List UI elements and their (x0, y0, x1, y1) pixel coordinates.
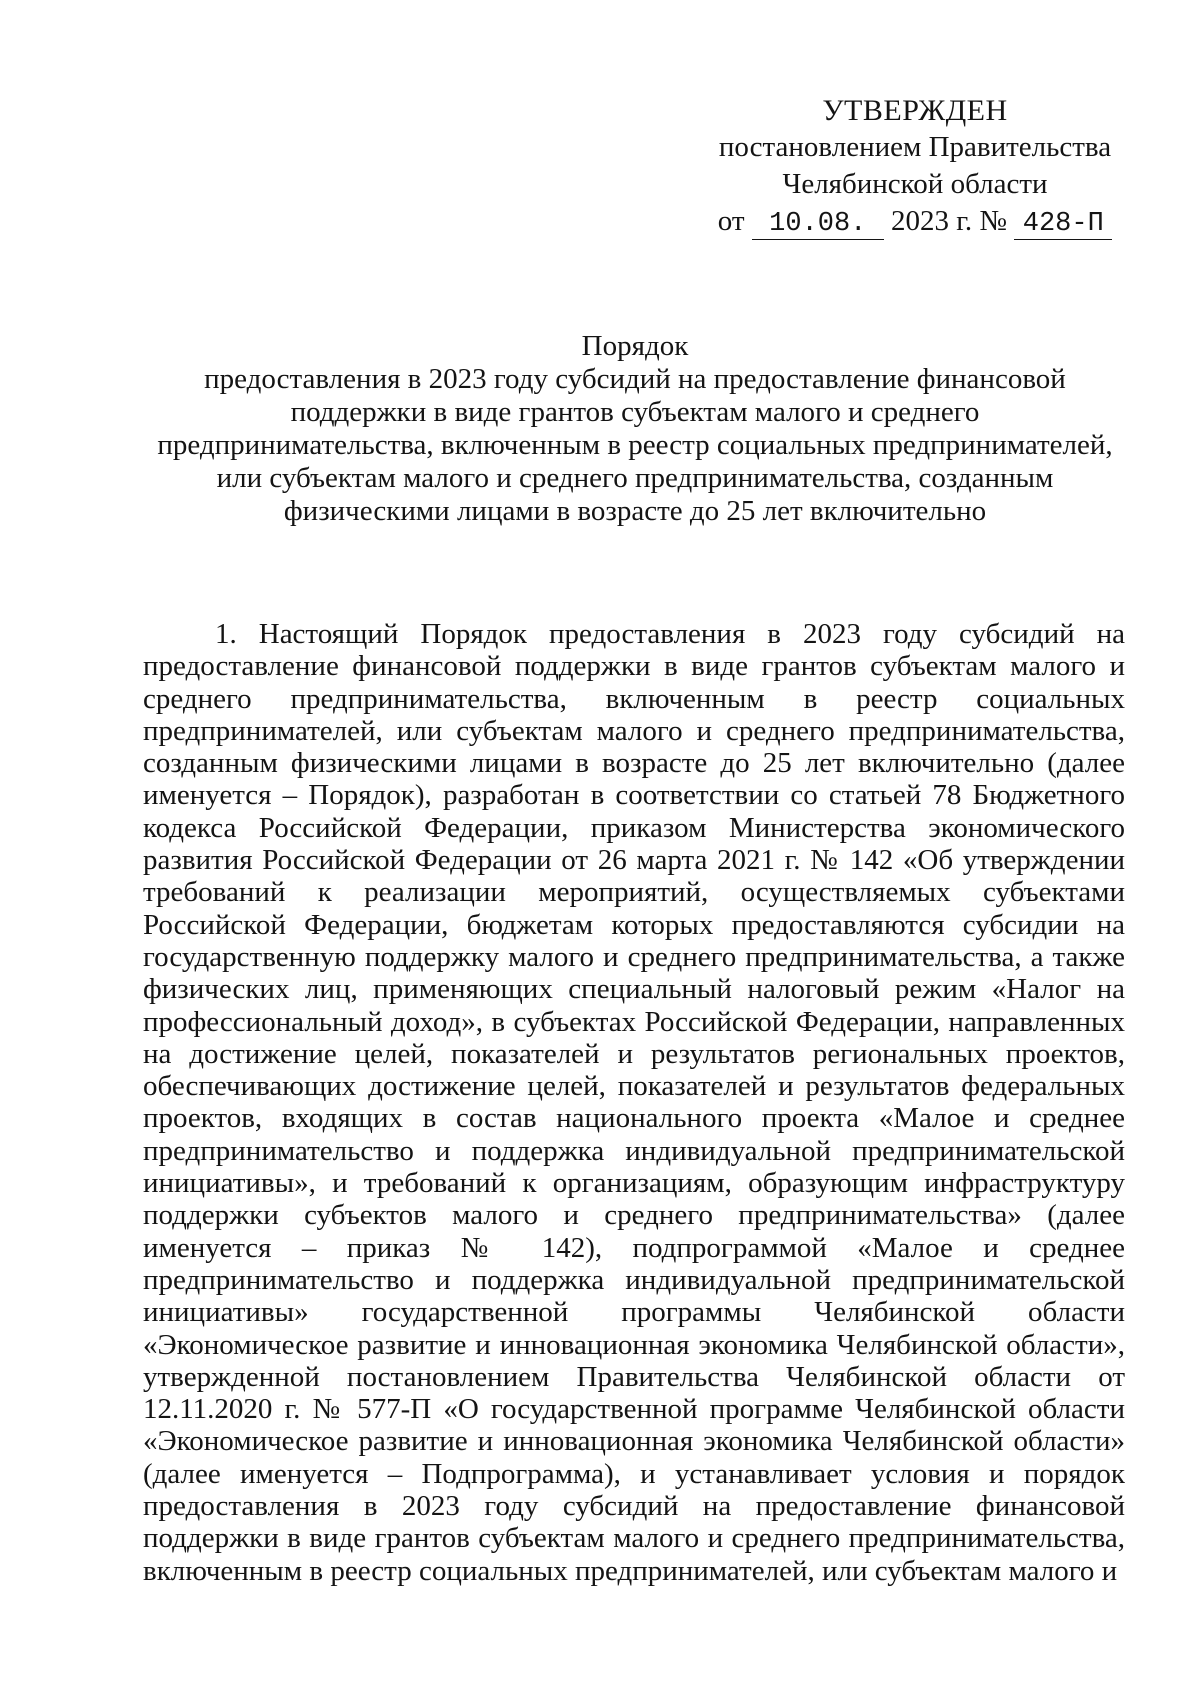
approval-title: УТВЕРЖДЕН (822, 94, 1008, 127)
year-text: 2023 г. № (891, 205, 1008, 237)
approval-line-1: постановлением Правительства (718, 131, 1112, 163)
approval-date-line (700, 203, 1130, 240)
date-prefix: от (717, 205, 745, 237)
paragraph-1: 1. Настоящий Порядок предоставления в 2023 году субсидий на предоставление финансовой поддержки в виде грантов субъектам малого и среднего предпринимательства, включенным в реестр социальных предпринимателей, или субъектам малого и среднего предпринимательства, созданным физическими лицами в возрасте до 25 лет включительно (далее именуется – Порядок), разработан в соответствии со статьей 78 Бюджетного кодекса Российской Федерации, приказом Министерства экономического развития Российской Федерации от 26 марта 2021 г. № 142 «Об утверждении требований к реализации мероприятий, осуществляемых субъектами Российской Федерации, бюджетам которых предоставляются субсидии на государственную поддержку малого и среднего предпринимательства, а также физических лиц, применяющих специальный налоговый режим «Налог на профессиональный доход», в субъектах Российской Федерации, направленных на достижение целей, показателей и результатов региональных проектов, обеспечивающих достижение целей, показателей и результатов федеральных проектов, входящих в состав национального проекта «Малое и среднее предпринимательство и поддержка индивидуальной предпринимательской инициативы», и требований к организациям, образующим инфраструктуру поддержки субъектов малого и среднего предпринимательства» (далее именуется – приказ № 142), подпрограммой «Малое и среднее предпринимательство и поддержка индивидуальной предпринимательской инициативы» государственной программы Челябинской области «Экономическое развитие и инновационная экономика Челябинской области», утвержденной постановлением Правительства Челябинской области от 12.11.2020 г. № 577-П «О государственной программе Челябинской области «Экономическое развитие и инновационная экономика Челябинской области» (далее именуется – Подпрограмма), и устанавливает условия и порядок предоставления в 2023 году субсидий на предоставление финансовой поддержки в виде грантов субъектам малого и среднего предпринимательства, включенным в реестр социальных предпринимателей, или субъектам малого и (143, 618, 1125, 1587)
resolution-number: 428-П (1014, 209, 1112, 240)
approval-block (700, 92, 1130, 240)
approval-line-2: Челябинской области (782, 168, 1048, 200)
document-subtitle: предоставления в 2023 году субсидий на предоставление финансовой поддержки в виде грантов субъектам малого и среднего предпринимательства, включенным в реестр социальных предпринимателей, или субъектам малого и среднего предпринимательства, созданным физическими лицами в возрасте до 25 лет включительно (157, 363, 1113, 527)
document-heading: Порядок (581, 330, 689, 362)
date-value: 10.08. (752, 209, 884, 240)
document-title-block (150, 330, 1120, 528)
